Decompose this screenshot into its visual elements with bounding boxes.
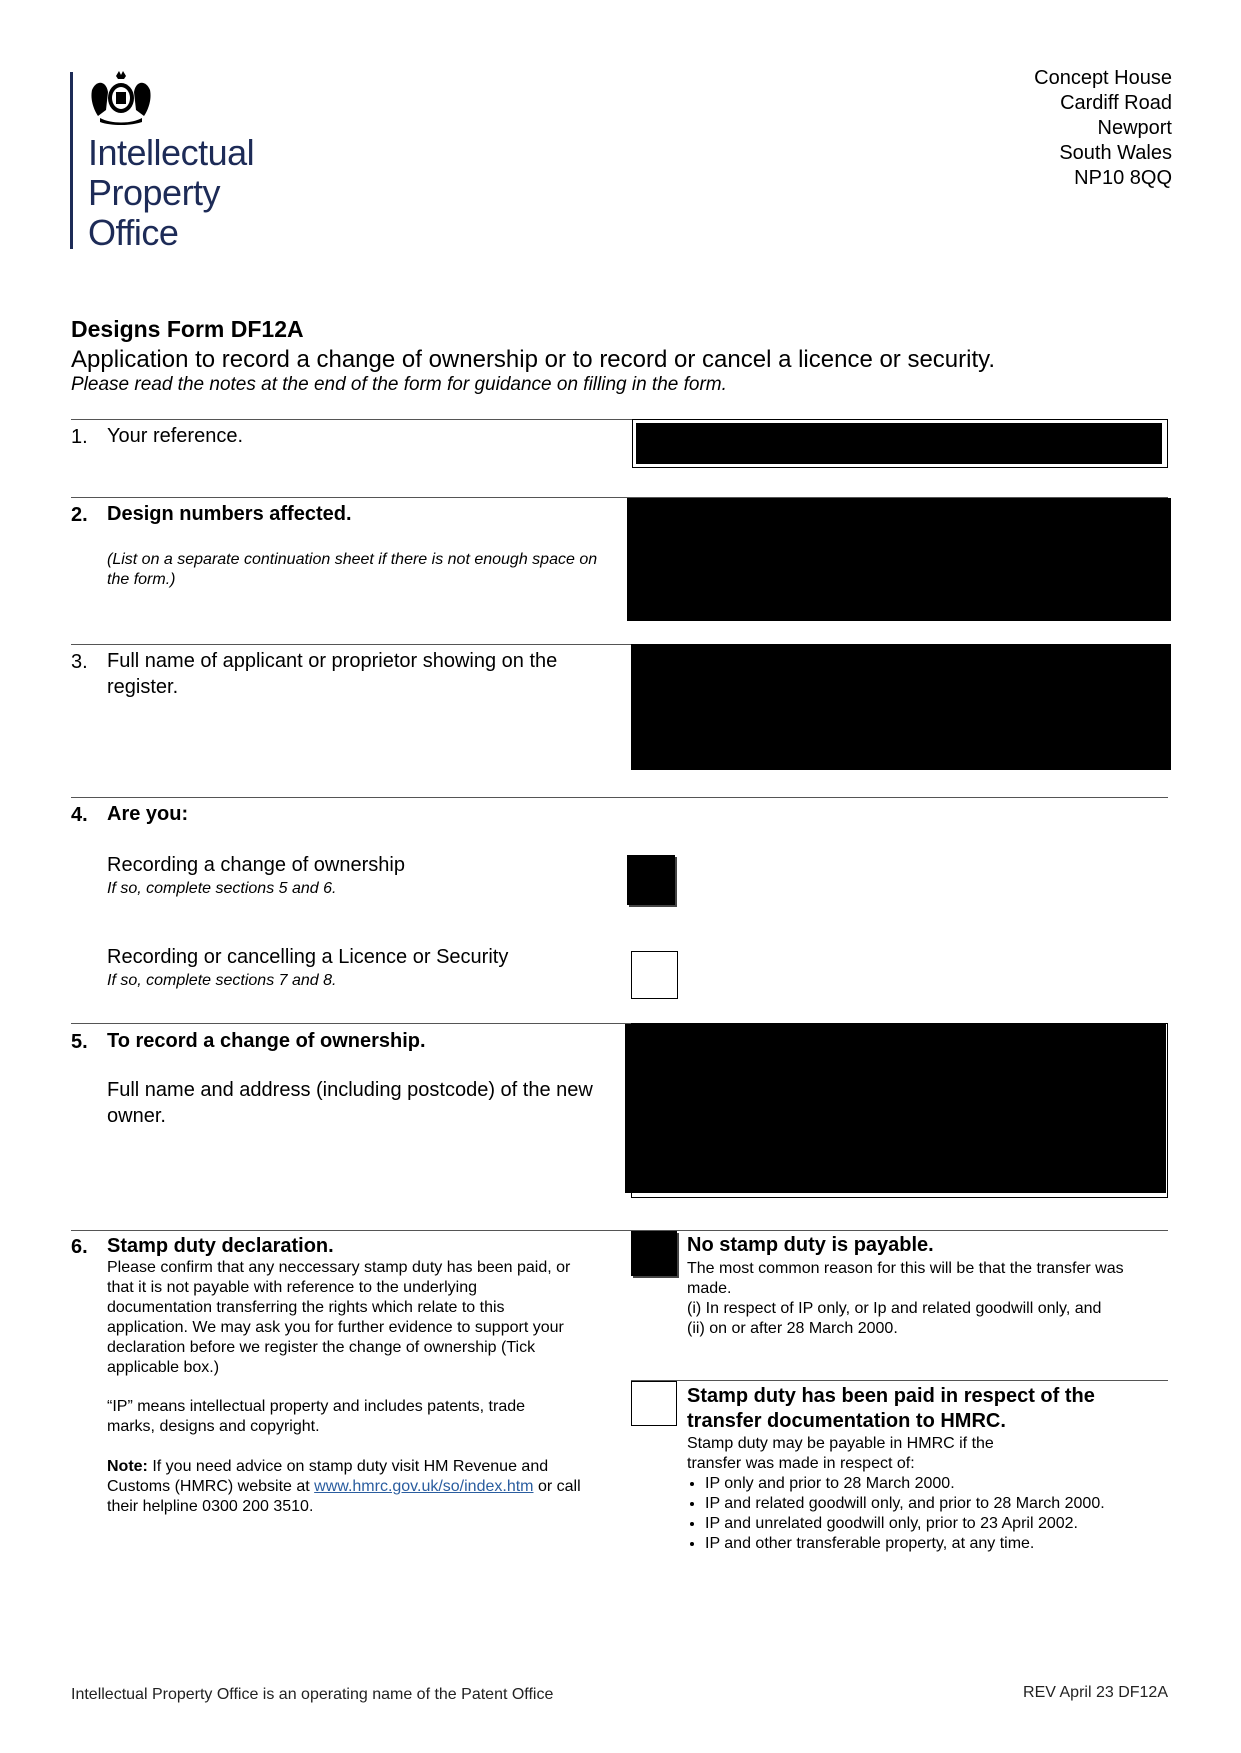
stamp-duty-paid-text: Stamp duty may be payable in HMRC if the transfer was made in respect of:	[687, 1435, 994, 1472]
reference-field[interactable]	[632, 419, 1168, 468]
stamp-duty-paid-checkbox[interactable]	[631, 1381, 677, 1426]
note-label: Note:	[107, 1458, 148, 1475]
organisation-name: Intellectual Property Office	[88, 132, 255, 253]
section-3-number: 3.	[71, 651, 88, 673]
section-4-label: Are you:	[107, 803, 189, 825]
form-subtitle: Application to record a change of ownership or to record or cancel a licence or security.	[71, 346, 996, 373]
change-ownership-checkbox[interactable]	[627, 855, 675, 905]
section-2-hint: (List on a separate continuation sheet if there is not enough space on the form.)	[107, 551, 598, 588]
no-stamp-duty-line-ii: (ii) on or after 28 March 2000.	[687, 1320, 898, 1337]
stamp-duty-note	[107, 1457, 587, 1517]
section-6-label: Stamp duty declaration.	[107, 1235, 334, 1257]
section-3-label: Full name of applicant or proprietor showing on the register.	[107, 650, 558, 698]
list-item: • IP only and prior to 28 March 2000.	[705, 1474, 1167, 1494]
stamp-duty-paid-title: Stamp duty has been paid in respect of the transfer documentation to HMRC.	[687, 1385, 1095, 1432]
royal-crest-icon	[86, 70, 156, 126]
section-divider	[71, 644, 631, 645]
section-5-number: 5.	[71, 1031, 88, 1053]
option-divider	[631, 1380, 1168, 1381]
office-address: Concept House Cardiff Road Newport South Wales NP10 8QQ	[1034, 67, 1172, 189]
option-change-ownership-hint: If so, complete sections 5 and 6.	[107, 880, 337, 897]
stamp-duty-paid-bullets	[687, 1474, 1167, 1554]
form-title: Designs Form DF12A	[71, 316, 304, 342]
hmrc-link[interactable]: www.hmrc.gov.uk/so/index.htm	[314, 1478, 534, 1495]
no-stamp-duty-line-i: (i) In respect of IP only, or Ip and related goodwill only, and	[687, 1300, 1102, 1317]
section-divider	[71, 1230, 1168, 1231]
note-tail: or call their helpline 0300 200 3510.	[107, 1478, 581, 1515]
licence-security-checkbox[interactable]	[631, 951, 678, 999]
no-stamp-duty-text: The most common reason for this will be that the transfer was made.	[687, 1260, 1124, 1297]
section-2-label: Design numbers affected.	[107, 503, 352, 525]
redaction	[636, 423, 1162, 464]
note-text: If you need advice on stamp duty visit HM Revenue and Customs (HMRC) website at	[107, 1458, 549, 1495]
option-change-ownership-label: Recording a change of ownership	[107, 854, 405, 876]
footer-revision: REV April 23 DF12A	[1023, 1684, 1168, 1701]
ip-definition: “IP” means intellectual property and includes patents, trade marks, designs and copyright.	[107, 1398, 526, 1435]
no-stamp-duty-title: No stamp duty is payable.	[687, 1234, 934, 1256]
section-1-number: 1.	[71, 426, 88, 448]
option-licence-security-label: Recording or cancelling a Licence or Security	[107, 946, 509, 968]
no-stamp-duty-checkbox[interactable]	[631, 1231, 677, 1276]
list-item: • IP and related goodwill only, and prior to 28 March 2000.	[705, 1494, 1167, 1514]
section-1-label: Your reference.	[107, 425, 244, 447]
footer-operating-name: Intellectual Property Office is an operating name of the Patent Office	[71, 1686, 554, 1703]
section-6-body: Please confirm that any neccessary stamp duty has been paid, or that it is not payable with reference to the underlying documentation transferring the rights which relate to this application. We may ask you for further evidence to support your declaration before we register the change of ownership (Tick applicable box.)	[107, 1259, 571, 1376]
design-numbers-field[interactable]	[627, 498, 1171, 621]
form-guidance-note: Please read the notes at the end of the form for guidance on filling in the form.	[71, 374, 727, 395]
list-item: • IP and other transferable property, at any time.	[705, 1534, 1167, 1554]
applicant-name-field[interactable]	[631, 644, 1171, 770]
section-divider	[71, 797, 1168, 798]
section-4-number: 4.	[71, 804, 88, 826]
new-owner-address-field[interactable]	[631, 1023, 1168, 1198]
redaction	[625, 1024, 1166, 1193]
section-2-number: 2.	[71, 504, 88, 526]
section-5-sub-label: Full name and address (including postcode) of the new owner.	[107, 1079, 593, 1127]
section-6-number: 6.	[71, 1236, 88, 1258]
list-item: • IP and unrelated goodwill only, prior to 23 April 2002.	[705, 1514, 1167, 1534]
section-5-label: To record a change of ownership.	[107, 1030, 426, 1052]
option-licence-security-hint: If so, complete sections 7 and 8.	[107, 972, 337, 989]
logo-bar	[70, 72, 73, 249]
